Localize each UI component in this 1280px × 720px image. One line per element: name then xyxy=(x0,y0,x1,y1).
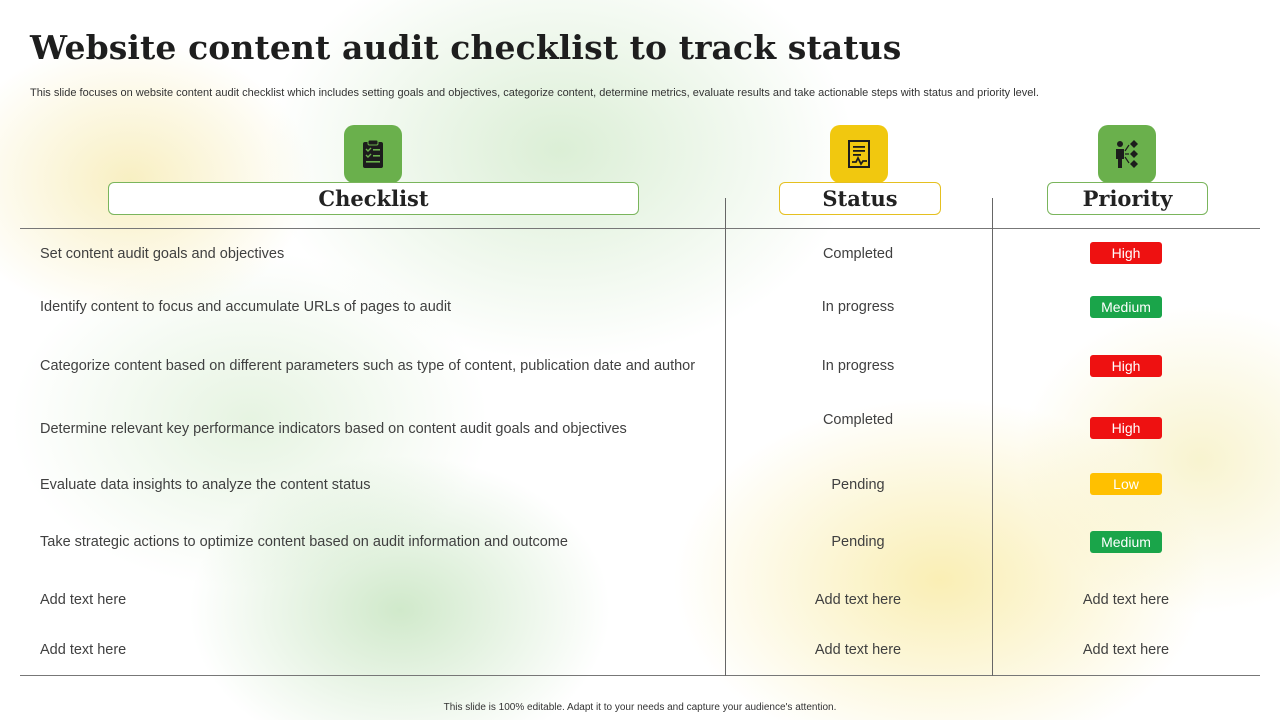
footer-note: This slide is 100% editable. Adapt it to your needs and capture your audience's attention. xyxy=(443,702,837,713)
status-cell-2: In progress xyxy=(821,299,895,315)
priority-cell-7: Add text here xyxy=(1082,592,1170,608)
checklist-item-8: Add text here xyxy=(40,642,127,658)
priority-badge-4: High xyxy=(1090,417,1162,439)
checklist-item-5: Evaluate data insights to analyze the content status xyxy=(40,477,371,493)
column-divider-1 xyxy=(725,198,726,676)
checklist-item-3: Categorize content based on different parameters such as type of content, publication date and author xyxy=(40,358,696,374)
page-subtitle: This slide focuses on website content audit checklist which includes setting goals and objectives, categorize content, determine metrics, evaluate results and take actionable steps with status and priority level. xyxy=(30,87,1039,99)
priority-badge-3: High xyxy=(1090,355,1162,377)
checklist-item-6: Take strategic actions to optimize content based on audit information and outcome xyxy=(40,534,568,550)
checklist-item-4: Determine relevant key performance indicators based on content audit goals and objectives xyxy=(40,421,627,437)
page-title: Website content audit checklist to track status xyxy=(30,28,902,67)
status-cell-6: Pending xyxy=(831,534,885,550)
checklist-item-1: Set content audit goals and objectives xyxy=(40,246,285,262)
status-cell-7: Add text here xyxy=(814,592,902,608)
status-cell-4: Completed xyxy=(822,412,894,428)
checklist-item-2: Identify content to focus and accumulate URLs of pages to audit xyxy=(40,299,452,315)
priority-badge-1: High xyxy=(1090,242,1162,264)
clipboard-checklist-icon xyxy=(344,125,402,183)
priority-badge-6: Medium xyxy=(1090,531,1162,553)
priority-badge-2: Medium xyxy=(1090,296,1162,318)
decision-person-icon xyxy=(1098,125,1156,183)
status-header: Status xyxy=(779,182,941,215)
priority-cell-8: Add text here xyxy=(1082,642,1170,658)
status-cell-3: In progress xyxy=(821,358,895,374)
table-bottom-rule xyxy=(20,675,1260,676)
column-divider-2 xyxy=(992,198,993,676)
checklist-item-7: Add text here xyxy=(40,592,127,608)
status-cell-5: Pending xyxy=(831,477,885,493)
report-document-icon xyxy=(830,125,888,183)
priority-header: Priority xyxy=(1047,182,1208,215)
status-cell-1: Completed xyxy=(822,246,894,262)
priority-badge-5: Low xyxy=(1090,473,1162,495)
status-cell-8: Add text here xyxy=(814,642,902,658)
checklist-header: Checklist xyxy=(108,182,639,215)
table-top-rule xyxy=(20,228,1260,229)
